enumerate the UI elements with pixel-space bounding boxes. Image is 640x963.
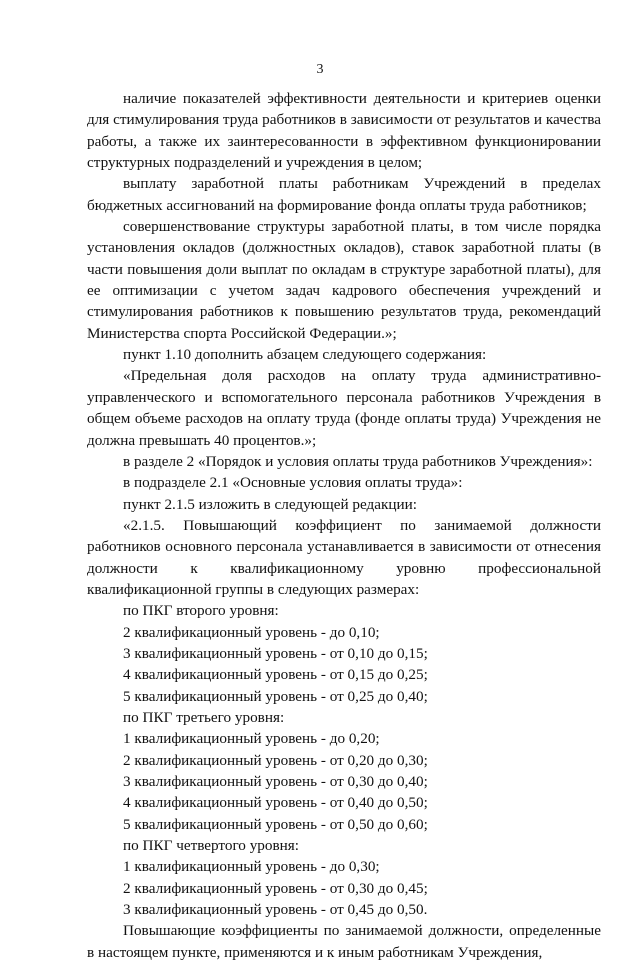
pkg-heading: по ПКГ четвертого уровня: xyxy=(123,837,299,855)
pkg-level-item: 5 квалификационный уровень - от 0,25 до 0,40; xyxy=(123,687,428,705)
pkg-level-item: 1 квалификационный уровень - до 0,30; xyxy=(123,858,380,876)
paragraph-closing: Повышающие коэффициенты по занимаемой должности, определенные в настоящем пункте, применяются и к иным работникам Учреждения, xyxy=(87,922,601,961)
pkg-level-item: 5 квалификационный уровень - от 0,50 до 0,60; xyxy=(123,815,428,833)
paragraph-salary-structure: совершенствование структуры заработной платы, в том числе порядка установления окладов (должностных окладов), ставок заработной платы (в части повышения доли выплат по окладам в структуре заработной платы), для ее оптимизации с учетом задач кадрового обеспечения учреждений и стимулирования работников к повышению результатов труда, рекомендаций Министерства спорта Российской Федерации.»; xyxy=(87,218,601,342)
pkg-level-item: 3 квалификационный уровень - от 0,30 до 0,40; xyxy=(123,773,428,790)
paragraph-salary-payment: выплату заработной платы работникам Учреждений в пределах бюджетных ассигнований на формирование фонда оплаты труда работников; xyxy=(87,175,601,214)
pkg-heading: по ПКГ второго уровня: xyxy=(123,602,279,620)
paragraph-section-2: в разделе 2 «Порядок и условия оплаты труда работников Учреждения»: xyxy=(123,452,593,470)
paragraph-max-share: «Предельная доля расходов на оплату труда административно-управленческого и вспомогательного персонала работников Учреждения в общем объеме расходов на оплату труда (фонде оплаты труда) Учреждения не должна превышать 40 процентов.»; xyxy=(87,367,601,449)
pkg-level-item: 3 квалификационный уровень - от 0,45 до 0,50. xyxy=(123,901,428,919)
pkg-level-item: 3 квалификационный уровень - от 0,10 до 0,15; xyxy=(123,644,428,662)
paragraph-subsection-2-1: в подразделе 2.1 «Основные условия оплаты труда»: xyxy=(123,474,463,492)
paragraph-performance-indicators: наличие показателей эффективности деятельности и критериев оценки для стимулирования труда работников в зависимости от результатов и качества работы, а также их заинтересованности в эффективном функционировании структурных подразделений и учреждения в целом; xyxy=(87,90,601,172)
document-body xyxy=(87,88,601,963)
pkg-level-item: 4 квалификационный уровень - от 0,15 до 0,25; xyxy=(123,666,428,684)
pkg-level-item: 2 квалификационный уровень - от 0,30 до 0,45; xyxy=(123,879,428,897)
pkg-level-item: 1 квалификационный уровень - до 0,20; xyxy=(123,730,380,748)
paragraph-coefficient-intro: «2.1.5. Повышающий коэффициент по занимаемой должности работников основного персонала устанавливается в зависимости от отнесения должности к квалификационному уровню профессиональной квалификационной группы в следующих размерах: xyxy=(87,516,601,598)
pkg-level-item: 2 квалификационный уровень - от 0,20 до 0,30; xyxy=(123,751,428,769)
pkg-level-item: 2 квалификационный уровень - до 0,10; xyxy=(123,623,380,641)
page-number: 3 xyxy=(316,62,324,77)
pkg-heading: по ПКГ третьего уровня: xyxy=(123,708,285,726)
pkg-level-item: 4 квалификационный уровень - от 0,40 до 0,50; xyxy=(123,794,428,812)
paragraph-clause-2-1-5: пункт 2.1.5 изложить в следующей редакции: xyxy=(123,495,417,513)
paragraph-clause-1-10: пункт 1.10 дополнить абзацем следующего содержания: xyxy=(123,346,487,364)
